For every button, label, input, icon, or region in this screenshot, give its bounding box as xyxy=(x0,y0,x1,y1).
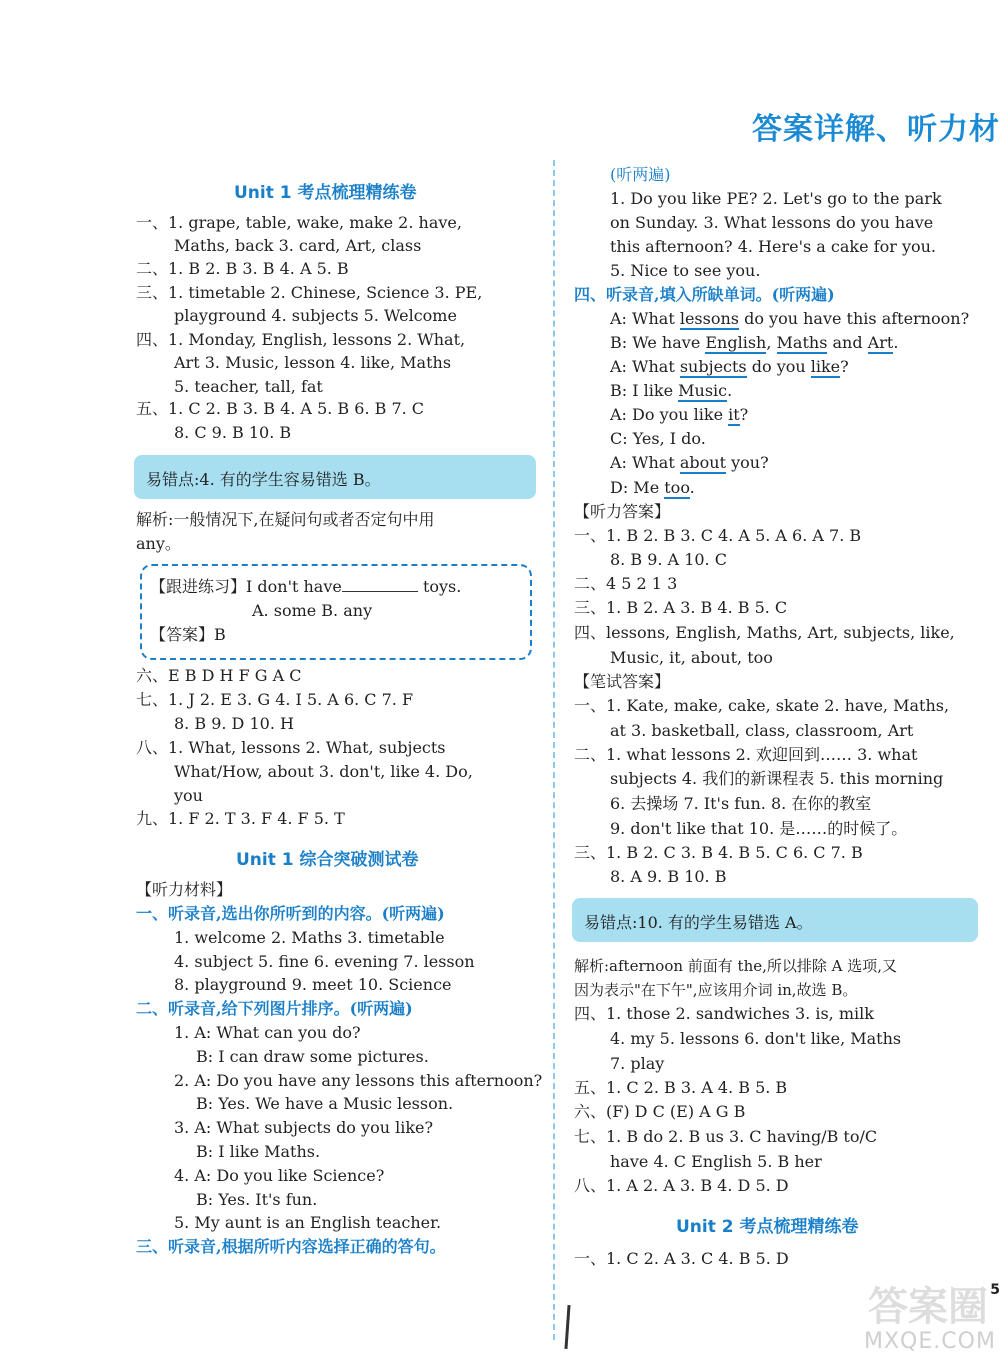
answer-line: 六、(F) D C (E) A G B xyxy=(574,1102,746,1121)
section-heading: 【听力材料】 xyxy=(136,880,233,899)
listen-line: 3. A: What subjects do you like? xyxy=(174,1118,434,1137)
dialogue-text: A: What xyxy=(610,453,680,472)
page-number: 5 xyxy=(990,1282,1000,1298)
answer-line: Music, it, about, too xyxy=(610,648,773,667)
filled-word: subjects xyxy=(679,357,747,376)
answer-line: 7. play xyxy=(610,1054,665,1073)
filled-word: it xyxy=(728,405,740,424)
listen-note: (听两遍) xyxy=(610,165,671,184)
listen-line: 2. A: Do you have any lessons this afternoon? xyxy=(174,1071,543,1090)
answer-line: 一、1. grape, table, wake, make 2. have, xyxy=(136,213,462,232)
filled-word: lessons xyxy=(679,309,739,328)
follow-up-prompt: 【跟进练习】I don't have xyxy=(150,577,342,596)
listen-line: 5. My aunt is an English teacher. xyxy=(174,1213,442,1232)
answer-line: 五、1. C 2. B 3. A 4. B 5. B xyxy=(574,1078,788,1097)
listen-line: 8. playground 9. meet 10. Science xyxy=(174,975,452,994)
answer-line: 八、1. A 2. A 3. B 4. D 5. D xyxy=(574,1176,789,1195)
filled-word: about xyxy=(679,453,726,472)
section-heading: 【听力答案】 xyxy=(574,502,671,521)
scan-mark xyxy=(564,1305,570,1349)
dialogue-text: D: Me xyxy=(610,478,665,497)
follow-up-box xyxy=(140,564,532,660)
watermark xyxy=(820,1275,996,1357)
header-title: 答案详解、听力材 xyxy=(752,112,1000,147)
answer-line: Maths, back 3. card, Art, class xyxy=(174,236,422,255)
listen-line: B: Yes. We have a Music lesson. xyxy=(196,1094,454,1113)
dialogue-text: A: What xyxy=(610,357,680,376)
listen-line: 1. A: What can you do? xyxy=(174,1023,361,1042)
answer-line: 4. my 5. lessons 6. don't like, Maths xyxy=(610,1029,902,1048)
dialogue-text: ? xyxy=(739,405,749,424)
answer-line: have 4. C English 5. B her xyxy=(610,1152,822,1171)
unit1-test-title: Unit 1 综合突破测试卷 xyxy=(236,850,419,870)
error-point-box xyxy=(134,455,536,499)
answer-line: subjects 4. 我们的新课程表 5. this morning xyxy=(610,769,944,788)
section-heading: 二、听录音,给下列图片排序。(听两遍) xyxy=(136,999,413,1018)
filled-word: like xyxy=(810,357,841,376)
listen-line: on Sunday. 3. What lessons do you have xyxy=(610,213,934,232)
listen-line: B: I can draw some pictures. xyxy=(196,1047,429,1066)
dialogue-line xyxy=(610,452,769,474)
answer-line: 三、1. timetable 2. Chinese, Science 3. PE, xyxy=(136,283,483,302)
listen-line: B: Yes. It's fun. xyxy=(196,1190,318,1209)
answer-line: Art 3. Music, lesson 4. like, Maths xyxy=(174,353,452,372)
answer-line: 四、1. Monday, English, lessons 2. What, xyxy=(136,330,466,349)
analysis-line: 因为表示"在下午",应该用介词 in,故选 B。 xyxy=(574,981,858,999)
answer-line: What/How, about 3. don't, like 4. Do, xyxy=(174,762,473,781)
answer-line: 9. don't like that 10. 是……的时候了。 xyxy=(610,819,908,838)
follow-up-question xyxy=(150,576,461,598)
section-heading: 四、听录音,填入所缺单词。(听两遍) xyxy=(574,285,835,304)
answer-line: 四、lessons, English, Maths, Art, subjects, like, xyxy=(574,623,955,642)
answer-line: 四、1. those 2. sandwiches 3. is, milk xyxy=(574,1004,874,1023)
answer-line: 五、1. C 2. B 3. B 4. A 5. B 6. B 7. C xyxy=(136,399,425,418)
dialogue-text: B: We have xyxy=(610,333,706,352)
dialogue-text: B: I like xyxy=(610,381,679,400)
error-point-text: 易错点:4. 有的学生容易错选 B。 xyxy=(146,470,381,489)
answer-line: 二、4 5 2 1 3 xyxy=(574,574,678,593)
listen-line: 5. Nice to see you. xyxy=(610,261,761,280)
dialogue-line xyxy=(610,356,849,378)
answer-line: 8. B 9. A 10. C xyxy=(610,550,727,569)
dialogue-text: ? xyxy=(840,357,849,376)
filled-word: Music xyxy=(678,381,728,400)
dialogue-text: . xyxy=(893,333,899,352)
dialogue-line xyxy=(610,477,695,499)
answer-line: 三、1. B 2. A 3. B 4. B 5. C xyxy=(574,598,788,617)
answer-line: 九、1. F 2. T 3. F 4. F 5. T xyxy=(136,809,345,828)
listen-line: B: I like Maths. xyxy=(196,1142,321,1161)
analysis-line: any。 xyxy=(136,534,181,553)
dialogue-text: and xyxy=(827,333,868,352)
filled-word: English xyxy=(705,333,767,352)
listen-line: 1. Do you like PE? 2. Let's go to the park xyxy=(610,189,942,208)
follow-up-suffix: toys. xyxy=(422,577,462,596)
dialogue-line xyxy=(610,332,898,354)
error-point-box xyxy=(572,898,978,942)
answer-line: 一、1. C 2. A 3. C 4. B 5. D xyxy=(574,1249,789,1268)
unit1-title: Unit 1 考点梳理精练卷 xyxy=(234,183,417,203)
analysis-line: 解析:一般情况下,在疑问句或者否定句中用 xyxy=(136,510,435,529)
follow-up-answer: 【答案】B xyxy=(150,625,226,644)
section-heading: 一、听录音,选出你所听到的内容。(听两遍) xyxy=(136,904,445,923)
listen-line: 4. subject 5. fine 6. evening 7. lesson xyxy=(174,952,475,971)
answer-line: 三、1. B 2. C 3. B 4. B 5. C 6. C 7. B xyxy=(574,843,863,862)
answer-line: 七、1. J 2. E 3. G 4. I 5. A 6. C 7. F xyxy=(136,690,414,709)
answer-line: 8. C 9. B 10. B xyxy=(174,423,292,442)
answer-line: at 3. basketball, class, classroom, Art xyxy=(610,721,914,740)
dialogue-text: do you xyxy=(746,357,811,376)
follow-up-options: A. some B. any xyxy=(252,601,373,620)
answer-line: 六、E B D H F G A C xyxy=(136,666,302,685)
answer-line: 8. A 9. B 10. B xyxy=(610,867,727,886)
listen-line: this afternoon? 4. Here's a cake for you. xyxy=(610,237,937,256)
dialogue-line xyxy=(610,380,732,402)
answer-line: playground 4. subjects 5. Welcome xyxy=(174,306,457,325)
answer-line: 6. 去操场 7. It's fun. 8. 在你的教室 xyxy=(610,794,872,813)
section-heading: 三、听录音,根据所听内容选择正确的答句。 xyxy=(136,1237,446,1256)
watermark-logo: 答案圈 xyxy=(868,1284,988,1330)
dialogue-text: you? xyxy=(726,453,769,472)
listen-line: 4. A: Do you like Science? xyxy=(174,1166,385,1185)
analysis-line: 解析:afternoon 前面有 the,所以排除 A 选项,又 xyxy=(574,957,898,975)
answer-line: 一、1. B 2. B 3. C 4. A 5. A 6. A 7. B xyxy=(574,526,862,545)
dialogue-text: . xyxy=(727,381,733,400)
answer-line: 5. teacher, tall, fat xyxy=(174,377,323,396)
column-divider xyxy=(553,160,555,1340)
section-heading: 【笔试答案】 xyxy=(574,672,671,691)
dialogue-text: , xyxy=(766,333,777,352)
answer-line: you xyxy=(174,786,203,805)
dialogue-text: A: What xyxy=(610,309,680,328)
blank-line xyxy=(342,578,418,592)
unit2-title: Unit 2 考点梳理精练卷 xyxy=(676,1217,859,1237)
answer-line: 一、1. Kate, make, cake, skate 2. have, Maths, xyxy=(574,696,950,715)
dialogue-text: . xyxy=(689,478,695,497)
answer-line: 二、1. what lessons 2. 欢迎回到…… 3. what xyxy=(574,745,918,764)
dialogue-line: C: Yes, I do. xyxy=(610,429,706,448)
dialogue-line xyxy=(610,308,969,330)
answer-line: 8. B 9. D 10. H xyxy=(174,714,294,733)
listen-line: 1. welcome 2. Maths 3. timetable xyxy=(174,928,445,947)
dialogue-text: A: Do you like xyxy=(610,405,729,424)
filled-word: Art xyxy=(867,333,894,352)
answer-line: 二、1. B 2. B 3. B 4. A 5. B xyxy=(136,259,349,278)
answer-line: 八、1. What, lessons 2. What, subjects xyxy=(136,738,446,757)
answer-line: 七、1. B do 2. B us 3. C having/B to/C xyxy=(574,1127,878,1146)
filled-word: too xyxy=(664,478,690,497)
dialogue-line xyxy=(610,404,748,426)
dialogue-text: do you have this afternoon? xyxy=(739,309,970,328)
watermark-url: MXQE.COM xyxy=(864,1329,996,1354)
filled-word: Maths xyxy=(776,333,828,352)
error-point-text: 易错点:10. 有的学生易错选 A。 xyxy=(584,913,813,932)
